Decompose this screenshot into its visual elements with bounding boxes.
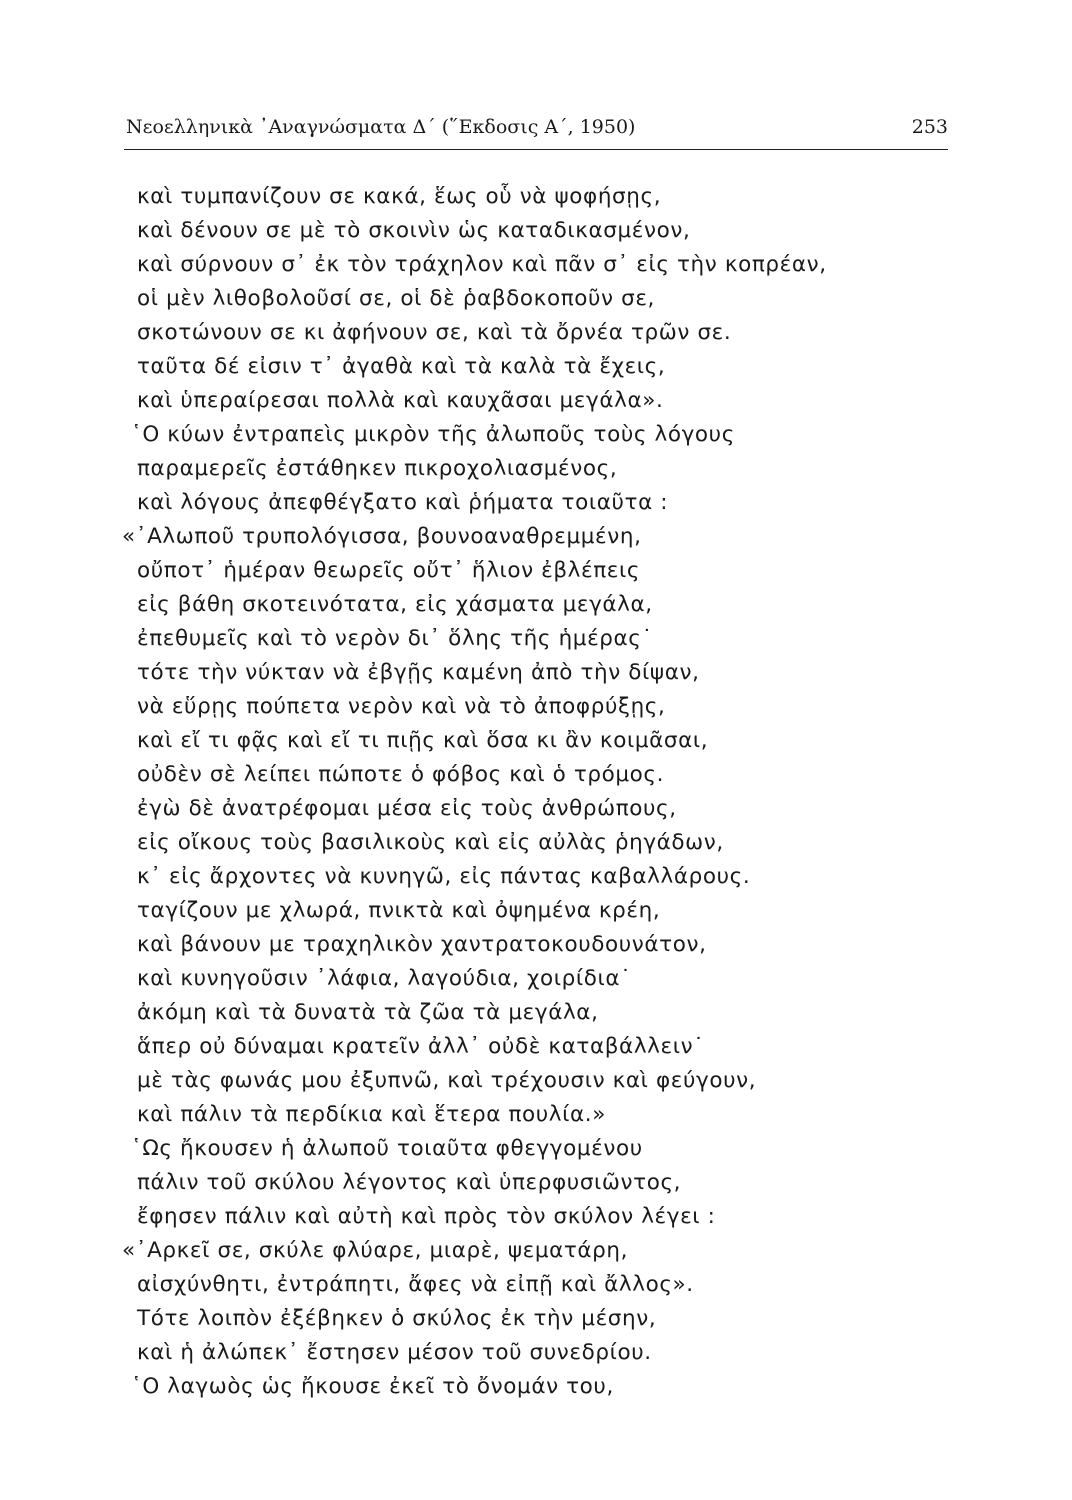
poem-line: καὶ τυμπανίζουν σε κακά, ἕως οὗ νὰ ψοφήσῃς, bbox=[137, 184, 662, 209]
poem-line: ταγίζουν με χλωρά, πνικτὰ καὶ ὀψημένα κρέη, bbox=[137, 898, 661, 923]
poem-line: καὶ εἴ τι φᾷς καὶ εἴ τι πιῇς καὶ ὅσα κι ἂν κοιμᾶσαι, bbox=[137, 728, 709, 753]
header-title: Νεοελληνικὰ ᾽Αναγνώσματα Δ΄ (῞Εκδοσις Α΄, 1950) bbox=[126, 116, 636, 138]
poem-line: οὐδὲν σὲ λείπει πώποτε ὁ φόβος καὶ ὁ τρόμος. bbox=[137, 762, 665, 787]
poem-line: ἐπεθυμεῖς καὶ τὸ νερὸν δι᾽ ὅλης τῆς ἡμέρας˙ bbox=[137, 626, 653, 651]
poem-line: εἰς βάθη σκοτεινότατα, εἰς χάσματα μεγάλα, bbox=[137, 592, 653, 617]
poem-line: ταῦτα δέ εἰσιν τ᾽ ἀγαθὰ καὶ τὰ καλὰ τὰ ἔχεις, bbox=[137, 354, 666, 379]
poem-line: καὶ βάνουν με τραχηλικὸν χαντρατοκουδουνάτον, bbox=[137, 932, 707, 957]
poem-line: «᾽Αρκεῖ σε, σκύλε φλύαρε, μιαρὲ, ψεματάρη, bbox=[122, 1238, 629, 1263]
poem-line: σκοτώνουν σε κι ἀφήνουν σε, καὶ τὰ ὄρνέα τρῶν σε. bbox=[137, 320, 732, 345]
poem-line: ῾Ο κύων ἐντραπεὶς μικρὸν τῆς ἀλωποῦς τοὺς λόγους bbox=[131, 422, 735, 447]
poem-line: ἅπερ οὐ δύναμαι κρατεῖν ἀλλ᾽ οὐδὲ καταβάλλειν˙ bbox=[137, 1034, 705, 1059]
poem-line: μὲ τὰς φωνάς μου ἐξυπνῶ, καὶ τρέχουσιν καὶ φεύγουν, bbox=[137, 1068, 757, 1093]
poem-line: ἀκόμη καὶ τὰ δυνατὰ τὰ ζῶα τὰ μεγάλα, bbox=[137, 1000, 599, 1025]
header-rule bbox=[124, 149, 948, 150]
poem-line: ῾Ο λαγωὸς ὡς ἤκουσε ἐκεῖ τὸ ὄνομάν του, bbox=[131, 1374, 614, 1399]
page-number: 253 bbox=[911, 116, 948, 138]
poem-line: καὶ ἡ ἀλώπεκ᾽ ἔστησεν μέσον τοῦ συνεδρίου. bbox=[137, 1340, 652, 1365]
poem-line: καὶ δένουν σε μὲ τὸ σκοινὶν ὡς καταδικασμένον, bbox=[137, 218, 691, 243]
poem-line: ἔφησεν πάλιν καὶ αὐτὴ καὶ πρὸς τὸν σκύλον λέγει : bbox=[137, 1204, 716, 1229]
poem-line: νὰ εὕρῃς πούπετα νερὸν καὶ νὰ τὸ ἀποφρύξῃς, bbox=[137, 694, 666, 719]
poem-line: καὶ λόγους ἀπεφθέγξατο καὶ ῥήματα τοιαῦτα : bbox=[137, 490, 669, 515]
poem-line: παραμερεῖς ἐστάθηκεν πικροχολιασμένος, bbox=[137, 456, 618, 481]
poem-line: «᾽Αλωποῦ τρυπολόγισσα, βουνοαναθρεμμένη, bbox=[122, 524, 642, 549]
poem-line: ῾Ως ἤκουσεν ἡ ἀλωποῦ τοιαῦτα φθεγγομένου bbox=[131, 1136, 643, 1161]
poem-line: εἰς οἴκους τοὺς βασιλικοὺς καὶ εἰς αὐλὰς ῥηγάδων, bbox=[137, 830, 724, 855]
poem-line: κ᾽ εἰς ἄρχοντες νὰ κυνηγῶ, εἰς πάντας καβαλλάρους. bbox=[137, 864, 751, 889]
poem-line: καὶ ὑπεραίρεσαι πολλὰ καὶ καυχᾶσαι μεγάλα». bbox=[137, 388, 664, 413]
poem-line: καὶ σύρνουν σ᾽ ἐκ τὸν τράχηλον καὶ πᾶν σ᾽ εἰς τὴν κοπρέαν, bbox=[137, 252, 827, 277]
poem-line: πάλιν τοῦ σκύλου λέγοντος καὶ ὑπερφυσιῶντος, bbox=[137, 1170, 682, 1195]
poem-line: ἐγὼ δὲ ἀνατρέφομαι μέσα εἰς τοὺς ἀνθρώπους, bbox=[137, 796, 677, 821]
poem-line: αἰσχύνθητι, ἐντράπητι, ἄφες νὰ εἰπῇ καὶ ἄλλος». bbox=[137, 1272, 694, 1297]
poem-line: τότε τὴν νύκταν νὰ ἐβγῇς καμένη ἀπὸ τὴν δίψαν, bbox=[137, 660, 700, 685]
poem-line: οὔποτ᾽ ἡμέραν θεωρεῖς οὔτ᾽ ἥλιον ἐβλέπεις bbox=[137, 558, 641, 583]
poem-line: Τότε λοιπὸν ἐξέβηκεν ὁ σκύλος ἐκ τὴν μέσην, bbox=[137, 1306, 657, 1331]
poem-line: καὶ κυνηγοῦσιν ᾽λάφια, λαγούδια, χοιρίδια˙ bbox=[137, 966, 632, 991]
poem-line: οἱ μὲν λιθοβολοῦσί σε, οἱ δὲ ῥαβδοκοποῦν σε, bbox=[137, 286, 655, 311]
running-header bbox=[126, 116, 952, 140]
poem-line: καὶ πάλιν τὰ περδίκια καὶ ἕτερα πουλία.» bbox=[137, 1102, 606, 1127]
